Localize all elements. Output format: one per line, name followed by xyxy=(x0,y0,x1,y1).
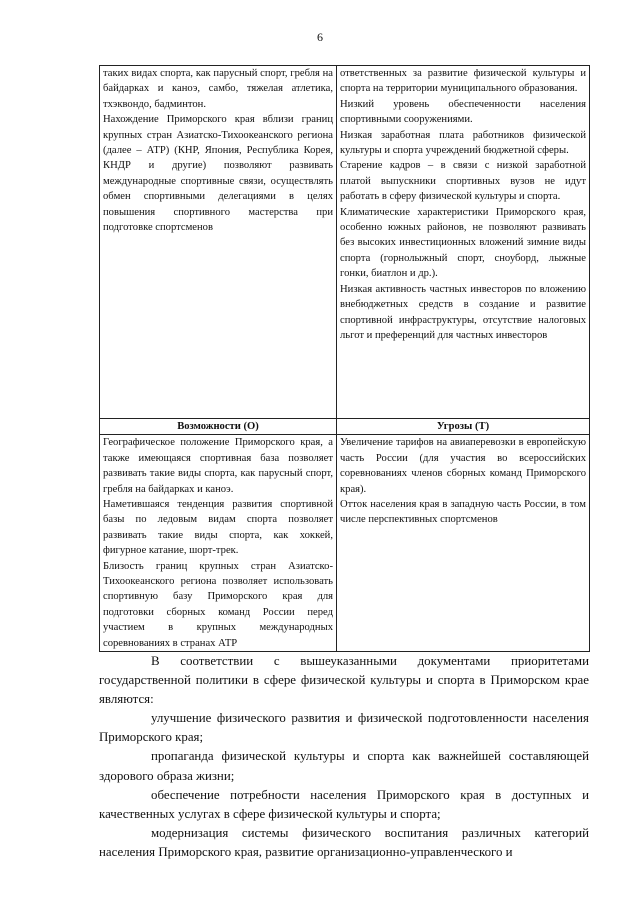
table-cell-text: Низкий уровень обеспеченности населения спортивными сооружениями. xyxy=(340,98,586,126)
table-cell-text: Близость границ крупных стран Азиатско-Тихоокеанского региона позволяет использовать спортивную базу Приморского края для подготовки сборных команд России перед участием в крупных международных соревнованиях в странах АТР xyxy=(103,560,333,649)
body-text xyxy=(99,652,589,862)
table-cell-text: Климатические характеристики Приморского края, особенно южных районов, не позволяют развивать без высоких инвестиционных вложений зимние виды спорта (горнолыжный спорт, сноуборд, лыжные гонки, биатлон и др.). xyxy=(340,206,586,280)
table-row-weaknesses-continued xyxy=(100,66,590,419)
table-cell-text: Увеличение тарифов на авиаперевозки в европейскую часть России (для участия во всероссийских соревнованиях членов сборных команд Приморского края). xyxy=(340,437,586,495)
table-row-opportunities-threats xyxy=(100,435,590,652)
body-paragraph: пропаганда физической культуры и спорта как важнейшей составляющей здорового образа жизни; xyxy=(99,749,589,783)
table-cell-text: Отток населения края в западную часть России, в том числе перспективных спортсменов xyxy=(340,499,586,526)
table-cell-strengths-continued xyxy=(100,66,337,419)
body-paragraph: улучшение физического развития и физической подготовленности населения Приморского края; xyxy=(99,711,589,745)
body-paragraph: модернизация системы физического воспитания различных категорий населения Приморского края, развитие организационно-управленческого и xyxy=(99,825,589,859)
table-cell-text: Географическое положение Приморского края, а также имеющаяся спортивная база позволяет развивать такие виды спорта, как парусный спорт, гребля на байдарках и каноэ. xyxy=(103,437,333,495)
page-number: 6 xyxy=(317,30,323,44)
table-cell-text: Нахождение Приморского края вблизи границ крупных стран Азиатско-Тихоокеанского региона (далее – АТР) (КНР, Япония, Республика Корея, КНДР и другие) позволяют развивать международные спортивные связи, осуществлять обмен спортивными делегациями в целях повышения спортивного мастерства при подготовке спортсменов xyxy=(103,114,333,234)
table-cell-text: Низкая активность частных инвесторов по вложению внебюджетных средств в создание и развитие спортивной инфраструктуры, отсутствие налоговых льгот и преференций для частных инвесторов xyxy=(340,283,586,341)
opportunities-header: Возможности (О) xyxy=(100,419,337,435)
swot-table xyxy=(99,65,590,652)
table-cell-threats xyxy=(337,435,590,652)
body-paragraph: В соответствии с вышеуказанными документами приоритетами государственной политики в сфере физической культуры и спорта в Приморском крае являются: xyxy=(99,654,589,707)
table-cell-text: ответственных за развитие физической культуры и спорта на территории муниципального образования. xyxy=(340,68,586,95)
table-cell-text: Низкая заработная плата работников физической культуры и спорта учреждений бюджетной сферы. xyxy=(340,129,586,157)
table-cell-text: таких видах спорта, как парусный спорт, гребля на байдарках и каноэ, самбо, тяжелая атлетика, тхэквондо, бадминтон. xyxy=(103,68,333,110)
table-header-row xyxy=(100,419,590,435)
table-cell-text: Старение кадров – в связи с низкой заработной платой выпускники спортивных вузов не идут работать в сферу физической культуры и спорта. xyxy=(340,160,586,203)
table-cell-text: Наметившаяся тенденция развития спортивной базы по ледовым видам спорта позволяет развивать такие виды спорта, как хоккей, фигурное катание, шорт-трек. xyxy=(103,499,333,557)
threats-header: Угрозы (Т) xyxy=(337,419,590,435)
body-paragraph: обеспечение потребности населения Приморского края в доступных и качественных услугах в сфере физической культуры и спорта; xyxy=(99,787,589,821)
table-cell-weaknesses-continued xyxy=(337,66,590,419)
table-cell-opportunities xyxy=(100,435,337,652)
